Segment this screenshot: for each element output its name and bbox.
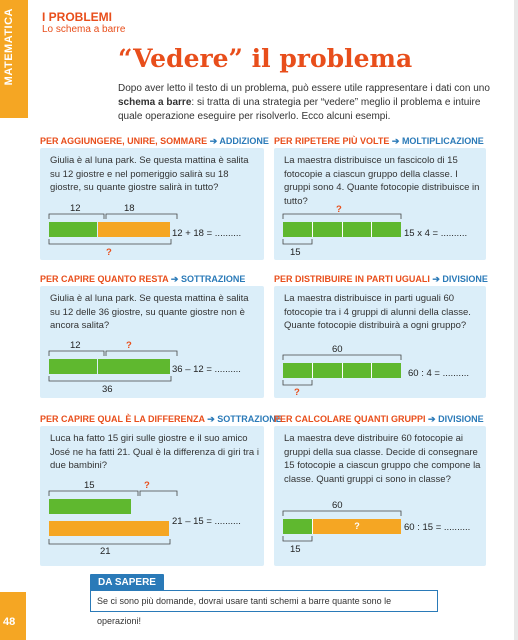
arrow-icon: ➔ — [391, 136, 400, 146]
example-box-sottrazione-differenza — [40, 426, 264, 566]
operation-label: SOTTRAZIONE — [180, 274, 246, 284]
divider — [371, 363, 372, 378]
bar-segment-12 — [49, 222, 97, 237]
arrow-icon: ➔ — [209, 136, 218, 146]
problem-text: La maestra deve distribuire 60 fotocopie ai gruppi della sua classe. Decide di consegnare 15 fotocopie a ciascun gruppo che compone la classe. Quanti gruppi ci sono in classe? — [284, 433, 481, 485]
equation: 12 + 18 = .......... — [172, 228, 242, 239]
heading-text: PER CALCOLARE QUANTI GRUPPI — [274, 414, 426, 424]
top-brace — [48, 489, 178, 497]
top-brace — [282, 353, 402, 361]
page-edge — [514, 0, 518, 640]
top-brace — [48, 212, 178, 220]
problem-text: La maestra distribuisce un fascicolo di 15 fotocopie a ciascun gruppo della classe. I gruppi sono 4. Quante fotocopie distribuisce in tutto? — [284, 155, 480, 207]
bar-segment-12 — [49, 359, 97, 374]
box-heading-addizione — [40, 136, 269, 147]
equation: 15 x 4 = .......... — [404, 228, 468, 239]
problem-text: Giulia è al luna park. Se questa mattina è salita su 12 giostre e nel pomeriggio salirà su 18 giostre, su quante giostre salirà in tutto? — [50, 155, 249, 193]
arrow-icon: ➔ — [428, 414, 436, 424]
bottom-brace — [282, 379, 314, 387]
top-brace — [48, 349, 178, 357]
intro-text-2: : si tratta di una strategia per “vedere” meglio il problema e intuire quale operazione eseguire per risolverlo. Ecco alcuni esempi. — [118, 97, 481, 122]
bar-label: 15 — [290, 544, 301, 555]
problem-text: La maestra distribuisce in parti uguali 60 fotocopie tra i 4 gruppi di alunni della classe. Quante fotocopie distribuirà a ogni gruppo? — [284, 293, 471, 331]
example-box-addizione — [40, 148, 264, 260]
box-heading-sottrazione — [40, 274, 245, 285]
divider — [371, 222, 372, 237]
example-box-divisione-gruppi — [274, 426, 486, 566]
section-title: I PROBLEMI — [42, 10, 113, 24]
bottom-brace — [282, 238, 314, 246]
divider — [342, 222, 343, 237]
bar-label: 21 — [100, 546, 111, 557]
unknown-label: ? — [336, 204, 342, 215]
bar-label: 18 — [124, 203, 135, 214]
arrow-icon: ➔ — [170, 274, 179, 284]
intro-text-1: Dopo aver letto il testo di un problema, può essere utile rappresentare i dati con uno — [118, 83, 490, 94]
bar-label: 36 — [102, 384, 113, 395]
unknown-label: ? — [106, 247, 112, 258]
bar-label: 15 — [290, 247, 301, 258]
equation: 60 : 4 = .......... — [408, 368, 469, 379]
operation-label: DIVISIONE — [438, 414, 484, 424]
unknown-label: ? — [294, 387, 300, 398]
heading-text: PER DISTRIBUIRE IN PARTI UGUALI — [274, 274, 430, 284]
intro-paragraph — [118, 82, 490, 124]
operation-label: SOTTRAZIONE — [217, 414, 282, 424]
da-sapere-heading: DA SAPERE — [90, 574, 164, 591]
top-brace — [282, 212, 402, 220]
bottom-brace — [48, 375, 172, 383]
example-box-divisione-parti — [274, 286, 486, 398]
heading-text: PER RIPETERE PIÙ VOLTE — [274, 136, 390, 146]
heading-text: PER AGGIUNGERE, UNIRE, SOMMARE — [40, 136, 208, 146]
page-number: 48 — [3, 616, 16, 628]
bottom-brace — [48, 538, 172, 546]
unknown-segment: ? — [313, 519, 401, 534]
equation: 21 – 15 = .......... — [172, 516, 241, 527]
bar-label: 12 — [70, 340, 81, 351]
example-box-moltiplicazione — [274, 148, 486, 260]
section-subtitle: Lo schema a barre — [42, 24, 126, 35]
bar-label: 60 — [332, 344, 343, 355]
page-number-tab — [0, 592, 26, 640]
equation: 36 – 12 = .......... — [172, 364, 241, 375]
box-heading-divisione-parti — [274, 274, 488, 285]
bar-label: 60 — [332, 500, 343, 511]
divider — [342, 363, 343, 378]
bottom-brace — [48, 238, 172, 246]
subject-tab — [0, 0, 28, 118]
intro-bold: schema a barre — [118, 97, 192, 108]
operation-label: DIVISIONE — [442, 274, 488, 284]
box-heading-sottrazione-differenza — [40, 414, 282, 425]
problem-text: Giulia è al luna park. Se questa mattina è salita su 12 delle 36 giostre, su quante giostre non è ancora salita? — [50, 293, 249, 331]
top-brace — [282, 509, 402, 517]
da-sapere-text: Se ci sono più domande, dovrai usare tanti schemi a barre quante sono le operazioni! — [90, 590, 438, 612]
box-heading-moltiplicazione — [274, 136, 484, 147]
problem-text: Luca ha fatto 15 giri sulle giostre e il suo amico José ne ha fatti 21. Qual è la differenza di giri tra i due bambini? — [50, 433, 259, 471]
subject-label: MATEMATICA — [3, 8, 15, 86]
arrow-icon: ➔ — [207, 414, 215, 424]
bar-label: 15 — [84, 480, 95, 491]
operation-label: ADDIZIONE — [219, 136, 269, 146]
unknown-label: ? — [144, 480, 150, 491]
divider — [312, 363, 313, 378]
bar-segment-18 — [98, 222, 170, 237]
arrow-icon: ➔ — [432, 274, 440, 284]
box-heading-divisione-gruppi — [274, 414, 484, 425]
bar-segment-rest — [98, 359, 170, 374]
heading-text: PER CAPIRE QUAL È LA DIFFERENZA — [40, 414, 205, 424]
page-title: “Vedere” il problema — [118, 44, 413, 73]
example-box-sottrazione-resto — [40, 286, 264, 398]
bar-jose — [49, 521, 169, 536]
heading-text: PER CAPIRE QUANTO RESTA — [40, 274, 169, 284]
unknown-label: ? — [126, 340, 132, 351]
equation: 60 : 15 = .......... — [404, 522, 471, 533]
operation-label: MOLTIPLICAZIONE — [401, 136, 484, 146]
bar-label: 12 — [70, 203, 81, 214]
bar-luca — [49, 499, 131, 514]
bottom-brace — [282, 535, 314, 543]
divider — [312, 222, 313, 237]
